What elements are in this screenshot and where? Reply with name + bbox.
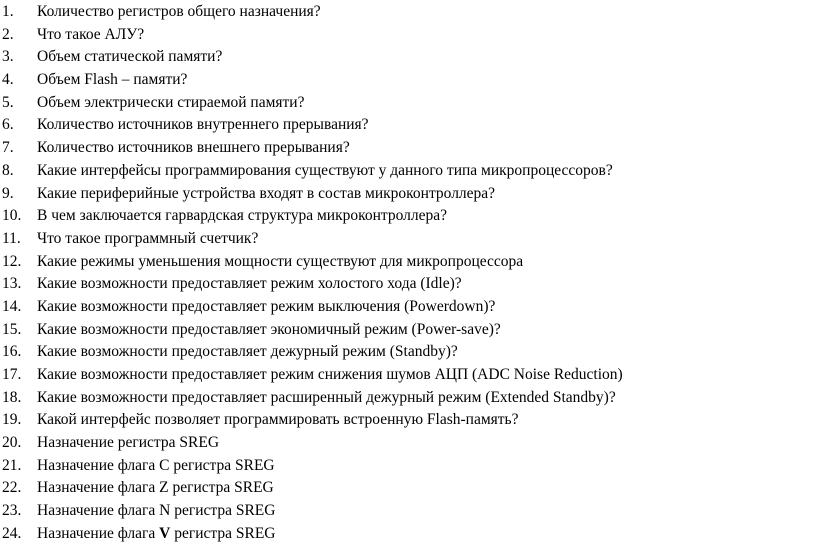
item-text (37, 523, 275, 546)
item-number: 13. (2, 275, 22, 293)
item-number: 12. (2, 252, 22, 270)
item-number: 8. (2, 161, 14, 179)
item-text: Что такое АЛУ? (37, 25, 145, 43)
item-text: Объем статической памяти? (37, 48, 223, 66)
item-text-after: регистра SREG (170, 524, 276, 542)
item-text: Какие возможности предоставляет режим холостого хода (Idle)? (37, 275, 462, 293)
item-text-bold: V (159, 524, 171, 542)
list-item (0, 251, 816, 274)
item-number: 18. (2, 388, 22, 406)
list-item (0, 24, 816, 47)
item-number: 15. (2, 320, 22, 338)
list-item (0, 228, 816, 251)
item-text: Какие возможности предоставляет дежурный режим (Standby)? (37, 343, 458, 361)
list-item (0, 92, 816, 115)
list-item (0, 205, 816, 228)
item-text: Какие режимы уменьшения мощности существуют для микропроцессора (37, 252, 524, 270)
item-number: 17. (2, 366, 22, 383)
item-number: 9. (2, 184, 14, 202)
item-text: Что такое программный счетчик? (37, 229, 259, 247)
item-text: Какие возможности предоставляет режим снижения шумов АЦП (ADC Noise Reduction) (37, 366, 623, 383)
list-item (0, 364, 816, 387)
list-item (0, 500, 816, 523)
list-item (0, 455, 816, 478)
item-number: 14. (2, 297, 22, 315)
item-number: 20. (2, 434, 22, 452)
item-number: 23. (2, 502, 22, 520)
list-item (0, 319, 816, 342)
item-text: Назначение флага Z регистра SREG (37, 479, 274, 497)
item-text: Какие интерфейсы программирования существуют у данного типа микропроцессоров? (37, 161, 613, 179)
list-item (0, 46, 816, 69)
list-item (0, 137, 816, 160)
item-number: 5. (2, 93, 14, 111)
item-text: Количество источников внутреннего прерывания? (37, 116, 369, 134)
list-item (0, 296, 816, 319)
item-text: Какие возможности предоставляет режим выключения (Powerdown)? (37, 297, 496, 315)
item-text: Какие периферийные устройства входят в состав микроконтроллера? (37, 184, 496, 202)
item-text: Объем Flash – памяти? (37, 71, 188, 89)
list-item (0, 409, 816, 432)
item-text-before: Назначение флага (37, 524, 160, 542)
item-text: Количество источников внешнего прерывания? (37, 139, 350, 157)
list-item (0, 432, 816, 455)
item-number: 7. (2, 139, 14, 157)
list-item (0, 1, 816, 24)
item-number: 21. (2, 456, 22, 474)
list-item (0, 183, 816, 206)
item-text: Назначение флага N регистра SREG (37, 502, 276, 520)
list-item (0, 477, 816, 500)
item-text: Объем электрически стираемой памяти? (37, 93, 305, 111)
item-text: В чем заключается гарвардская структура микроконтроллера? (37, 207, 448, 225)
item-number: 16. (2, 343, 22, 361)
list-item (0, 341, 816, 364)
item-text: Какие возможности предоставляет экономичный режим (Power-save)? (37, 320, 501, 338)
item-text: Количество регистров общего назначения? (37, 3, 321, 20)
item-number: 6. (2, 116, 14, 134)
item-number: 19. (2, 411, 22, 429)
item-number: 24. (2, 524, 22, 542)
list-item (0, 160, 816, 183)
item-text: Назначение флага С регистра SREG (37, 456, 275, 474)
item-number: 3. (2, 48, 14, 66)
item-number: 2. (2, 25, 14, 43)
item-number: 22. (2, 479, 22, 497)
question-list (0, 1, 816, 546)
item-number: 11. (2, 229, 21, 247)
item-number: 10. (2, 207, 22, 225)
list-item (0, 273, 816, 296)
item-number: 1. (2, 3, 14, 20)
item-text: Какие возможности предоставляет расширенный дежурный режим (Extended Standby)? (37, 388, 616, 406)
item-number: 4. (2, 71, 14, 89)
list-item (0, 69, 816, 92)
item-text: Какой интерфейс позволяет программировать встроенную Flash-память? (37, 411, 519, 429)
list-item (0, 523, 816, 546)
list-item (0, 114, 816, 137)
item-text: Назначение регистра SREG (37, 434, 220, 452)
list-item (0, 387, 816, 410)
